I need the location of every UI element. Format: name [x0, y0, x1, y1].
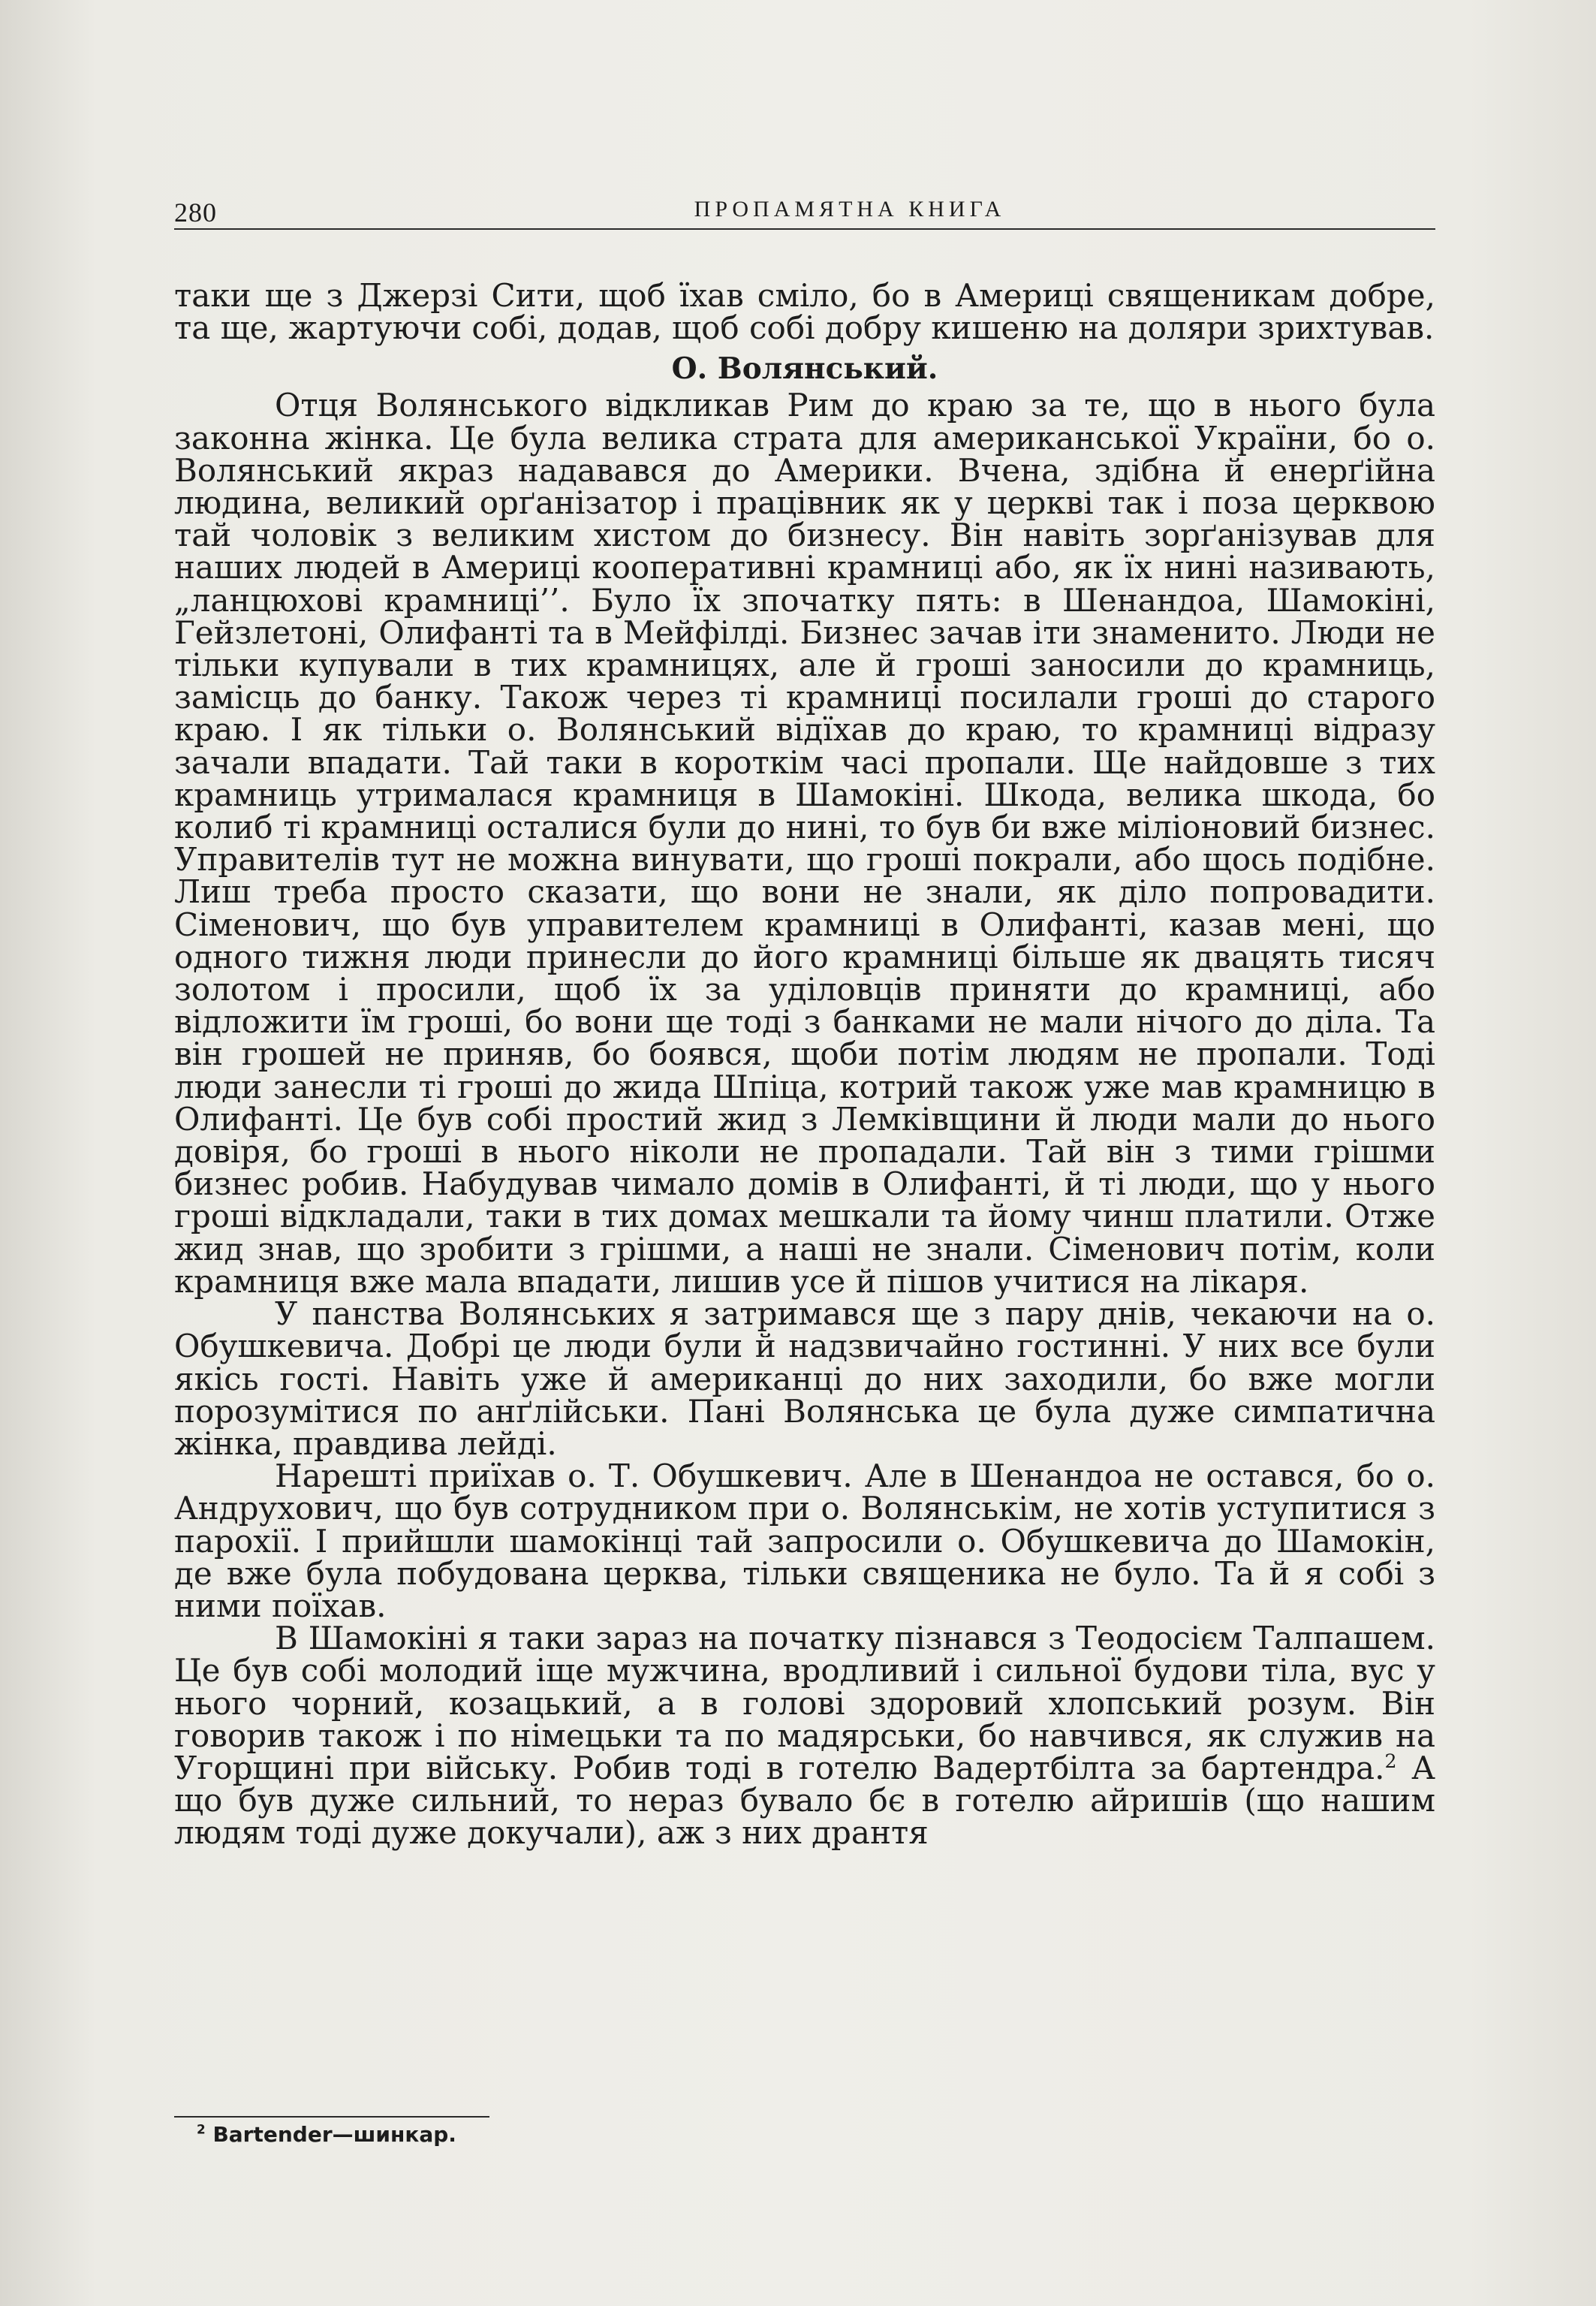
footnote-marker: 2 — [1384, 1750, 1397, 1772]
paragraph: Отця Волянського відкликав Рим до краю за те, що в нього була законна жінка. Це була велика страта для американської України, бо о. Волянський якраз надавався до Америки. Вчена, здібна й енерґійна людина, великий орґанізатор і працівник як у церкві так і поза церквою тай чоловік з великим хистом до бизнесу. Він навіть зорґанізував для наших людей в Америці кооперативні крамниці або, як їх нині називають, „ланцюхові крамниці’’. Було їх зпочатку пять: в Шенандоа, Шамокіні, Гейзлетоні, Олифанті та в Мейфілді. Бизнес зачав іти знаменито. Люди не тільки купували в тих крамницях, але й гроші заносили до крамниць, замісць до банку. Також через ті крамниці посилали гроші до старого краю. І як тільки о. Волянський відїхав до краю, то крамниці відразу зачали впадати. Тай таки в короткім часі пропали. Ще найдовше з тих крамниць утрималася крамниця в Шамокіні. Шкода, велика шкода, бо колиб ті крамниці осталися були до нині, то був би вже міліоновий бизнес. Управителів тут не можна винувати, що гроші покрали, або щось подібне. Лиш треба просто сказати, що вони не знали, як діло попровадити. Сіменович, що був управителем крамниці в Олифанті, казав мені, що одного тижня люди принесли до його крамниці більше як двацять тисяч золотом і просили, щоб їх за уділовців приняти до крамниці, або відложити їм гроші, бо вони ще тоді з банками не мали нічого до діла. Та він грошей не приняв, бо боявся, щоби потім людям не пропали. Тоді люди занесли ті гроші до жида Шпіца, котрий також уже мав крамницю в Олифанті. Це був собі простий жид з Лемківщини й люди мали до нього довіря, бо гроші в нього ніколи не пропадали. Тай він з тими грішми бизнес робив. Набудував чимало домів в Олифанті, й ті люди, що у нього гроші відкладали, таки в тих домах мешкали та йому чинш платили. Отже жид знав, що зробити з грішми, а наші не знали. Сіменович потім, коли крамниця вже мала впадати, лишив усе й пішов учитися на лікаря. — [174, 387, 1435, 1300]
footnote-number: 2 — [197, 2121, 206, 2137]
body-text — [174, 277, 1435, 1852]
page-header — [174, 188, 1435, 230]
section-heading: О. Волянський. — [671, 351, 938, 387]
paragraph: У панства Волянських я затримався ще з пару днів, чекаючи на о. Обушкевича. Добрі це люди були й надзвичайно гостинні. У них все були якісь гості. Навіть уже й американці до них заходили, бо вже могли порозумітися по анґлійськи. Пані Волянська це була дуже симпатична жінка, правдива лейді. — [174, 1295, 1435, 1462]
paragraph-text: В Шамокіні я таки зараз на початку пізнався з Теодосієм Талпашем. Це був собі молодий іще мужчина, вродливий і сильної будови тіла, вус у нього чорний, козацький, а в голові здоровий хлопський розум. Він говорив також і по німецьки та по мадярськи, бо навчився, як служив на Угорщині при війську. Робив тоді в готелю Вадертбілта за бартендра. — [174, 1620, 1435, 1786]
continued-paragraph: таки ще з Джерзі Сити, щоб їхав сміло, бо в Америці священикам добре, та ще, жартуючи собі, додав, щоб собі добру кишеню на доляри зрихтував. — [174, 277, 1435, 347]
footnote — [197, 2122, 456, 2147]
running-title: ПРОПАМЯТНА КНИГА — [694, 197, 1006, 222]
paragraph — [174, 1620, 1435, 1852]
footnote-text: Bartender—шинкар. — [212, 2122, 456, 2147]
paragraph: Нарешті приїхав о. Т. Обушкевич. Але в Шенандоа не остався, бо о. Андрухович, що був сотрудником при о. Волянськім, не хотів уступитися з парохії. І прийшли шамокінці тай запросили о. Обушкевича до Шамокін, де вже була побудована церква, тільки священика не було. Та й я собі з ними поїхав. — [174, 1457, 1435, 1624]
footnote-rule — [174, 2116, 489, 2118]
page-number: 280 — [174, 197, 217, 228]
paragraph-text-end: А що був дуже сильний, то нераз бувало бє в готелю айришів (що нашим людям тоді дуже докучали), аж з них дрантя — [174, 1749, 1435, 1852]
